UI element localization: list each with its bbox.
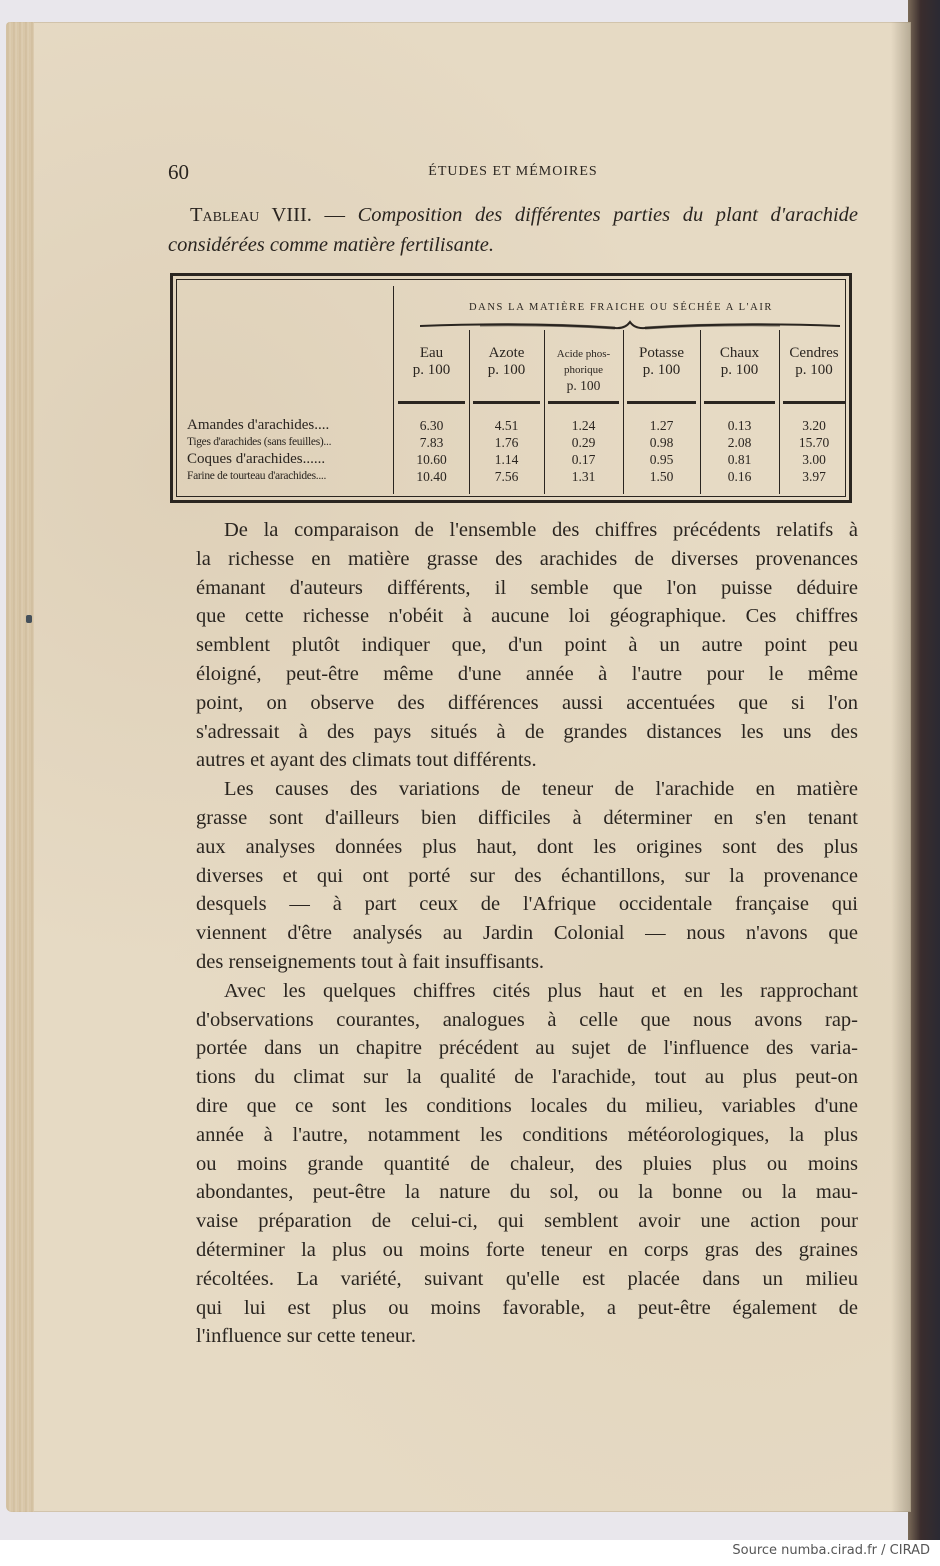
table-cell: 3.97 (802, 469, 826, 484)
body-text (168, 516, 858, 1351)
table-cell: 4.51 (494, 418, 519, 433)
column-header-line: p. 100 (642, 362, 681, 378)
text-line: Avec les quelques chiffres cités plus haut et en les rapprochant (224, 979, 858, 1002)
table-cell: 6.30 (419, 418, 444, 433)
row-label: Tiges d'arachides (sans feuilles)... (187, 436, 332, 448)
header-rule (548, 401, 619, 404)
text-line: aux analyses données plus haut, dont les origines sont des plus (196, 835, 858, 858)
column-header-line: Cendres (789, 345, 839, 361)
text-line: dire que ce sont les conditions locales du milieu, variables d'une (196, 1094, 858, 1117)
table-cell: 1.24 (571, 418, 596, 433)
text-line: s'adressait à des pays situés à de grandes distances les uns des (196, 720, 858, 743)
text-line: qui lui est plus ou moins favorable, a peut-être également de (196, 1296, 858, 1319)
table-caption (168, 200, 858, 260)
source-credit: Source numba.cirad.fr / CIRAD (732, 1543, 930, 1558)
paragraph (168, 516, 858, 775)
text-line: portée dans un chapitre précédent au sujet de l'influence des varia- (196, 1037, 858, 1060)
column-header (546, 346, 621, 394)
text-line: émanant d'auteurs différents, il semble que l'on puisse déduire (196, 576, 858, 599)
column-header-line: Chaux (719, 345, 760, 361)
table-cell: 7.83 (419, 435, 444, 450)
table-cell: 0.98 (649, 435, 674, 450)
table-cell: 7.56 (494, 469, 519, 484)
column-header (781, 345, 847, 379)
column-header-line: p. 100 (566, 378, 601, 393)
table-cell: 0.17 (571, 452, 596, 467)
column-header (702, 345, 777, 379)
text-line: grasse sont d'ailleurs bien difficiles à déterminer en s'en tenant (196, 806, 858, 829)
running-title: ÉTUDES ET MÉMOIRES (428, 164, 598, 179)
table-cell: 1.76 (494, 435, 519, 450)
text-line: Les causes des variations de teneur de l'arachide en matière (224, 778, 858, 801)
table-cell: 1.31 (571, 469, 596, 484)
row-label: Farine de tourteau d'arachides.... (187, 470, 327, 482)
header-rule (473, 401, 540, 404)
text-line: viennent d'être analysés au Jardin Colonial — nous n'avons que (196, 922, 858, 945)
column-header (471, 345, 542, 379)
column-header-line: p. 100 (795, 362, 833, 378)
text-line: vaise préparation de celui-ci, qui semblent avoir une action pour (196, 1210, 858, 1233)
column-header-line: p. 100 (720, 362, 759, 378)
text-line: des renseignements tout à fait insuffisants. (196, 950, 545, 973)
header-rule (627, 401, 696, 404)
table-cell: 10.60 (416, 452, 447, 467)
brace-icon (420, 318, 840, 334)
book-binding (908, 0, 940, 1540)
text-line: tions du climat sur la qualité de l'arachide, tout au plus peut-on (196, 1066, 858, 1089)
table-cell: 15.70 (798, 435, 830, 450)
table-inner-border (176, 279, 846, 497)
table-cell: 2.08 (727, 435, 752, 450)
text-line: ou moins grande quantité de chaleur, des pluies plus ou moins (196, 1152, 858, 1175)
text-line: d'observations courantes, analogues à celle que nous avons rap- (196, 1008, 858, 1031)
table-cell: 0.29 (571, 435, 596, 450)
caption-dash: — (311, 204, 358, 226)
table-cell: 0.13 (727, 418, 752, 433)
group-header: DANS LA MATIÈRE FRAICHE OU SÉCHÉE A L'AIR (468, 302, 774, 313)
text-line: que cette richesse n'obéit à aucune loi géographique. Ces chiffres (196, 605, 858, 628)
page-number: 60 (168, 160, 189, 184)
column-header-line: Eau (419, 345, 444, 361)
row-label: Amandes d'arachides.... (187, 417, 330, 433)
table-cell: 1.14 (494, 452, 519, 467)
column-header-line: Potasse (639, 345, 684, 361)
table-cell: 1.50 (649, 469, 674, 484)
ink-spot (26, 615, 32, 623)
text-line: éloigné, peut-être même d'une année à l'autre pour le même (196, 662, 858, 685)
table-cell: 10.40 (416, 469, 447, 484)
row-label: Coques d'arachides...... (187, 451, 326, 467)
paragraph (168, 977, 858, 1351)
header-rule (398, 401, 465, 404)
text-line: la richesse en matière grasse des arachides de diverses provenances (196, 547, 858, 570)
text-line: autres et ayant des climats tout différents. (196, 749, 537, 772)
gutter-shadow (891, 22, 911, 1512)
data-table (170, 273, 852, 503)
table-label: Tableau VIII. (190, 204, 312, 226)
header-rule (783, 401, 845, 404)
column-header-line: phorique (563, 364, 604, 376)
text-line: déterminer la plus ou moins forte teneur en corps gras des graines (196, 1238, 858, 1261)
page-edges (6, 22, 34, 1512)
table-cell: 0.16 (727, 469, 752, 484)
table-title: Composition des différentes parties du plant d'arachide considérées comme matière fertilisante. (168, 204, 859, 256)
paragraph (168, 775, 858, 977)
table-cell: 0.95 (649, 452, 674, 467)
column-header-line: Acide phos- (556, 348, 611, 360)
header-rule (704, 401, 775, 404)
column-header-line: p. 100 (487, 362, 526, 378)
table-cell: 3.20 (802, 418, 826, 433)
text-line: De la comparaison de l'ensemble des chiffres précédents relatifs à (224, 519, 858, 541)
text-line: abondantes, peut-être la nature du sol, ou la bonne ou la mau- (196, 1181, 858, 1204)
running-head (168, 160, 858, 186)
text-line: desquels — à part ceux de l'Afrique occidentale française qui (196, 893, 858, 916)
table-cell: 0.81 (727, 452, 752, 467)
text-line: l'influence sur cette teneur. (196, 1325, 416, 1348)
table-cell: 1.27 (649, 418, 674, 433)
text-line: récoltées. La variété, suivant qu'elle est placée dans un milieu (196, 1267, 858, 1290)
text-line: année à l'autre, notamment les conditions météorologiques, la plus (196, 1123, 858, 1146)
column-header-line: Azote (488, 345, 525, 361)
column-header (625, 345, 698, 379)
table-cell: 3.00 (802, 452, 826, 467)
column-header (396, 345, 467, 379)
column-header-line: p. 100 (412, 362, 451, 378)
text-line: semblent plutôt indiquer que, d'un point à un autre point peu (196, 634, 858, 657)
text-line: diverses et qui ont porté sur des échantillons, sur la provenance (196, 864, 858, 887)
text-line: point, on observe des différences aussi accentuées que si l'on (196, 691, 858, 714)
